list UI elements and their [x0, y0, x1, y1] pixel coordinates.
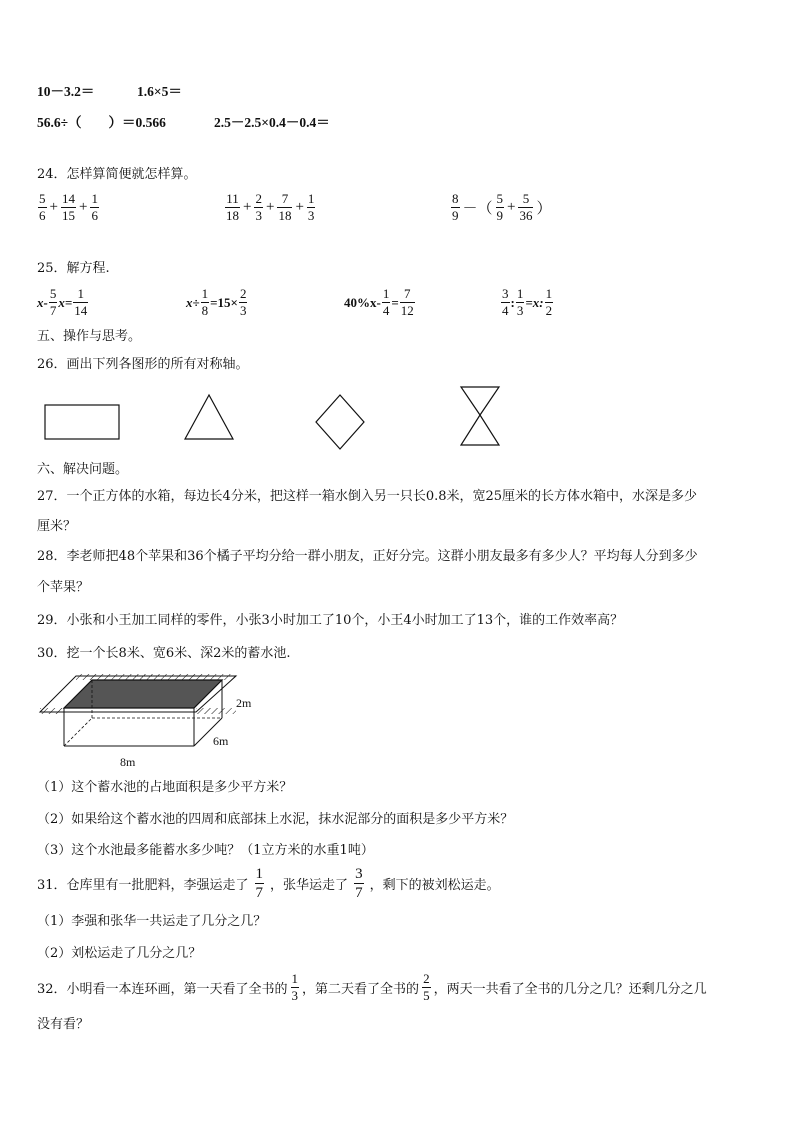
- rectangle-shape: [45, 405, 119, 439]
- width-label: 6m: [213, 734, 229, 748]
- section-five-heading: 五、操作与思考。: [37, 329, 142, 344]
- q25-title: 25．解方程.: [37, 261, 110, 276]
- q25-eq-2: x÷ $\frac{1}{8}$ =15× $\frac{2}{3}$: [186, 286, 247, 318]
- calc-1.6-times-5: 1.6×5＝: [137, 84, 182, 99]
- q27-line-1: 27．一个正方体的水箱，每边长4分米，把这样一箱水倒入另一只长0.8米，宽25厘米的长方体水箱中，水深是多少: [37, 489, 698, 504]
- q27-line-2: 厘米？: [37, 519, 77, 534]
- q24-expr-3: $\frac{8}{9}$ －（ $\frac{5}{9}$ + $\frac{5}{36}$ ）: [452, 191, 552, 223]
- q24-expr-1: $\frac{5}{6}$ + $\frac{14}{15}$ + $\frac{1}{6}$: [39, 191, 98, 223]
- q28-line-1: 28．李老师把48个苹果和36个橘子平均分给一群小朋友，正好分完。这群小朋友最多有多少人？平均每人分到多少: [37, 549, 698, 564]
- calc-56.6-divide: 56.6÷（ ）＝0.566: [37, 115, 166, 130]
- q26-shapes: [30, 380, 570, 455]
- q25-eq-3: 40%x- $\frac{1}{4}$ = $\frac{7}{12}$: [344, 286, 414, 318]
- q26-title: 26．画出下列各图形的所有对称轴。: [37, 357, 249, 372]
- q30-sub-2: （2）如果给这个蓄水池的四周和底部抹上水泥，抹水泥部分的面积是多少平方米？: [37, 812, 514, 827]
- q28-line-2: 个苹果？: [37, 580, 90, 595]
- q24-expr-2: $\frac{11}{18}$ + $\frac{2}{3}$ + $\frac{7}{18}$ + $\frac{1}{3}$: [226, 191, 315, 223]
- calc-10-minus-3.2: 10－3.2＝: [37, 84, 95, 99]
- pool-diagram: [36, 670, 286, 770]
- q24-title: 24．怎样算简便就怎样算。: [37, 167, 197, 182]
- q25-eq-4: $\frac{3}{4}$ : $\frac{1}{3}$ =x: $\frac{1}{2}$: [502, 286, 553, 318]
- triangle-shape: [185, 395, 233, 439]
- q25-eq-1: x- $\frac{5}{7}$ x= $\frac{1}{14}$: [37, 286, 88, 318]
- length-label: 8m: [120, 755, 136, 769]
- depth-label: 2m: [236, 696, 252, 710]
- hourglass-top-triangle: [461, 387, 499, 415]
- q30-sub-3: （3）这个水池最多能蓄水多少吨？（1立方米的水重1吨）: [37, 843, 374, 858]
- rhombus-shape: [316, 395, 364, 449]
- q32-text: 32．小明看一本连环画，第一天看了全书的 $\frac{1}{3}$ ，第二天看了全书的 $\frac{2}{5}$ ，两天一共看了全书的几分之几？还剩几分之几: [37, 971, 707, 1003]
- section-six-heading: 六、解决问题。: [37, 462, 129, 477]
- q30-sub-1: （1）这个蓄水池的占地面积是多少平方米？: [37, 780, 293, 795]
- q30-title: 30．挖一个长8米、宽6米、深2米的蓄水池.: [37, 646, 291, 661]
- q29-text: 29．小张和小王加工同样的零件，小张3小时加工了10个，小王4小时加工了13个，谁的工作效率高？: [37, 613, 624, 628]
- q31-text: 31．仓库里有一批肥料，李强运走了 $\frac{1}{7}$ ，张华运走了 $\frac{3}{7}$ ，剩下的被刘松运走。: [37, 866, 500, 901]
- q31-sub-2: （2）刘松运走了几分之几？: [37, 946, 202, 961]
- hourglass-bottom-triangle: [461, 415, 499, 445]
- q32-line-2: 没有看？: [37, 1017, 90, 1032]
- pool-opening: [64, 680, 222, 708]
- calc-2.5-expression: 2.5－2.5×0.4－0.4＝: [214, 115, 330, 130]
- q31-sub-1: （1）李强和张华一共运走了几分之几？: [37, 914, 267, 929]
